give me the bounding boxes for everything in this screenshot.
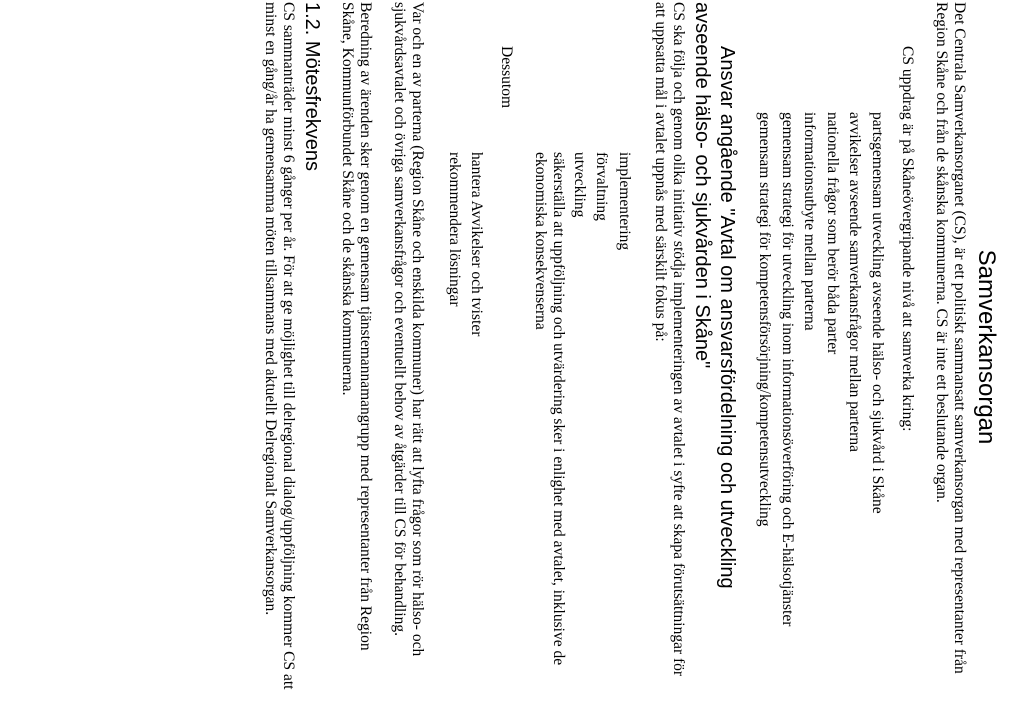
section1-intro: CS ska följa och genom olika initiativ stödja implementeringen av avtalet i syfte att skapa förutsättningar för att uppsatta mål i avtalet uppnås med särskilt fokus på: — [652, 2, 687, 677]
mandate-item-3: nationella frågor som berör båda parter — [824, 112, 841, 355]
page-title: Samverkansorgan — [973, 249, 1000, 445]
parties-paragraph: Var och en av parterna (Region Skåne och enskilda kommuner) har rätt att lyfta frågor som rör hälso- och sjukvårdsavtalet och övriga samverkansfrågor och eventuellt behov av åtgärder till CS för behandling. — [391, 2, 427, 657]
mandate-item-2: avvikelser avseende samverkansfrågor mellan parterna — [846, 112, 864, 452]
preparation-paragraph: Beredning av ärenden sker genom en gemensam tjänstemannamangrupp med representanter från Region Skåne, Kommunförbundet Skåne och de skånska kommunerna. — [339, 2, 375, 651]
focus-item-1: implementering — [616, 152, 633, 251]
focus-item-4: säkerställa att uppföljning och utvärdering sker i enlighet med avtalet, inklusive de ekonomiska konsekvenserna — [532, 152, 568, 666]
focus-item-3: utveckling — [571, 152, 588, 218]
mandate-item-4: informationsutbyte mellan parterna — [801, 112, 819, 331]
focus-list — [568, 2, 636, 692]
dessutom-item-2: rekommendera lösningar — [446, 152, 463, 307]
section1-heading-line2: avseende hälso- och sjukvården i Skåne" — [691, 2, 713, 369]
section1-heading-line1: Ansvar angående "Avtal om ansvarsfördelning och utveckling — [716, 46, 738, 589]
focus-item-2: förvaltning — [593, 152, 611, 221]
dessutom-label: Dessutom — [498, 46, 516, 108]
intro-paragraph: Det Centrala Samverkansorganet (CS), är ett politiskt sammansatt samverkansorgan med representanter från Region Skåne och från de skånska kommunerna. CS är inte ett beslutande organ. — [933, 2, 968, 674]
mandate-intro: CS uppdrag är på Skåneövergripande nivå att samverka kring: — [899, 46, 916, 432]
section2-text: CS sammanträder minst 6 gånger per år. För att ge möjlighet till delregional dialog/uppföljning kommer CS att minst en gång/år ha gemensamma möten tillsammans med aktuellt Delregionalt Samverkansorgan. — [262, 2, 298, 690]
dessutom-list — [443, 2, 488, 692]
section1-heading — [689, 2, 739, 692]
section2-heading: 1.2. Mötesfrekvens — [301, 2, 324, 171]
dessutom-item-1: hantera Avvikelser och tvister — [468, 152, 486, 337]
mandate-item-5: gemensam strategi för utveckling inom informationsöverföring och E-hälsotjänster — [779, 112, 796, 627]
mandate-item-6: gemensam strategi för kompetensförsörjning/kompetensutveckling — [756, 112, 774, 527]
mandate-item-1: partsgemensam utveckling avseende hälso- och sjukvård i Skåne — [869, 112, 886, 514]
document-content — [262, 2, 1001, 692]
mandate-list — [753, 2, 888, 692]
